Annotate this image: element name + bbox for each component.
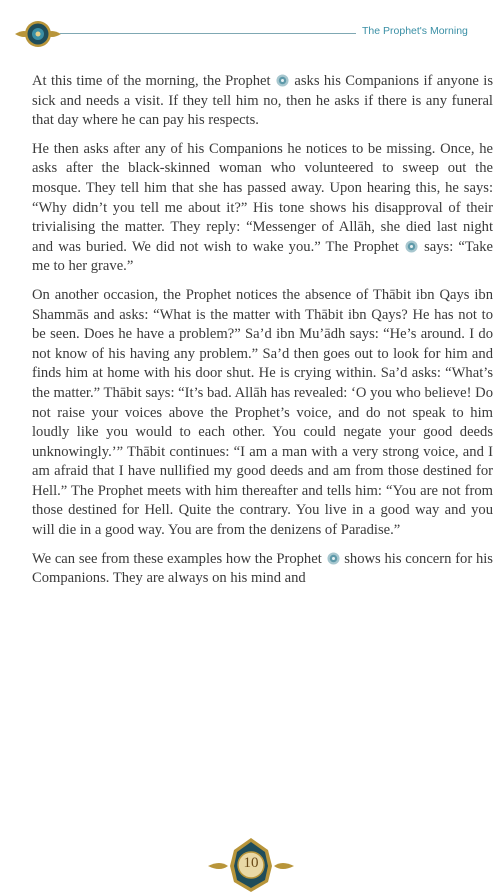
page-header [0,0,500,60]
paragraph-concern: We can see from these examples how the Prophet shows his concern for his Companions. They are always on his mind and [32,550,493,587]
page-body [32,72,493,598]
salutation-icon [405,240,418,253]
page-number: 10 [243,855,259,871]
paragraph-thabit: On another occasion, the Prophet notices the absence of Thābit ibn Qays ibn Shammās and asks: “What is the matter with Thābit ibn Qays? He has not to be seen. Does he have a problem?” Sa’d ibn Mu’ādh says: “He’s around. I do not know of his having any problem.” Sa’d then goes out to look for him and finds him at home with his door shut. He is crying within. Sa’d asks: “What’s the matter.” Thābit says: “It’s bad. Allāh has revealed: ‘O you who believe! Do not raise your voices above the Prophet’s voice, and do not speak to him loudly like you would to each other. You could negate your good deeds unknowingly.’” Thābit continues: “I am a man with a very strong voice, and I am afraid that I have nullified my good deeds and am from those destined for Hell.” The Prophet meets with him thereafter and tells him: “You are not from those destined for Hell. Quite the contrary. You live in a good way and you will die in a good way. You are from the denizens of Paradise.” [32,286,493,539]
salutation-icon [276,74,289,87]
page-footer [0,836,500,896]
salutation-icon [327,552,340,565]
running-header-title: The Prophet's Morning [362,25,468,37]
ornament-icon [15,16,61,52]
paragraph-sick-visit: At this time of the morning, the Prophet asks his Companions if anyone is sick and needs a visit. If they tell him no, then he asks if there is any funeral that day where he can pay his respects. [32,73,494,129]
header-divider [60,33,356,34]
paragraph-missing-companion: He then asks after any of his Companions he notices to be missing. Once, he asks after the black-skinned woman who volunteered to sweep out the mosque. They tell him that she has passed away. Upon hearing this, he says: “Why didn’t you tell me about it?” His tone shows his disapproval of their trivialising the matter. They reply: “Messenger of Allāh, she died last night and was buried. We did not wish to wake you.” The Prophet says: “Take me to her grave.” [32,140,494,275]
